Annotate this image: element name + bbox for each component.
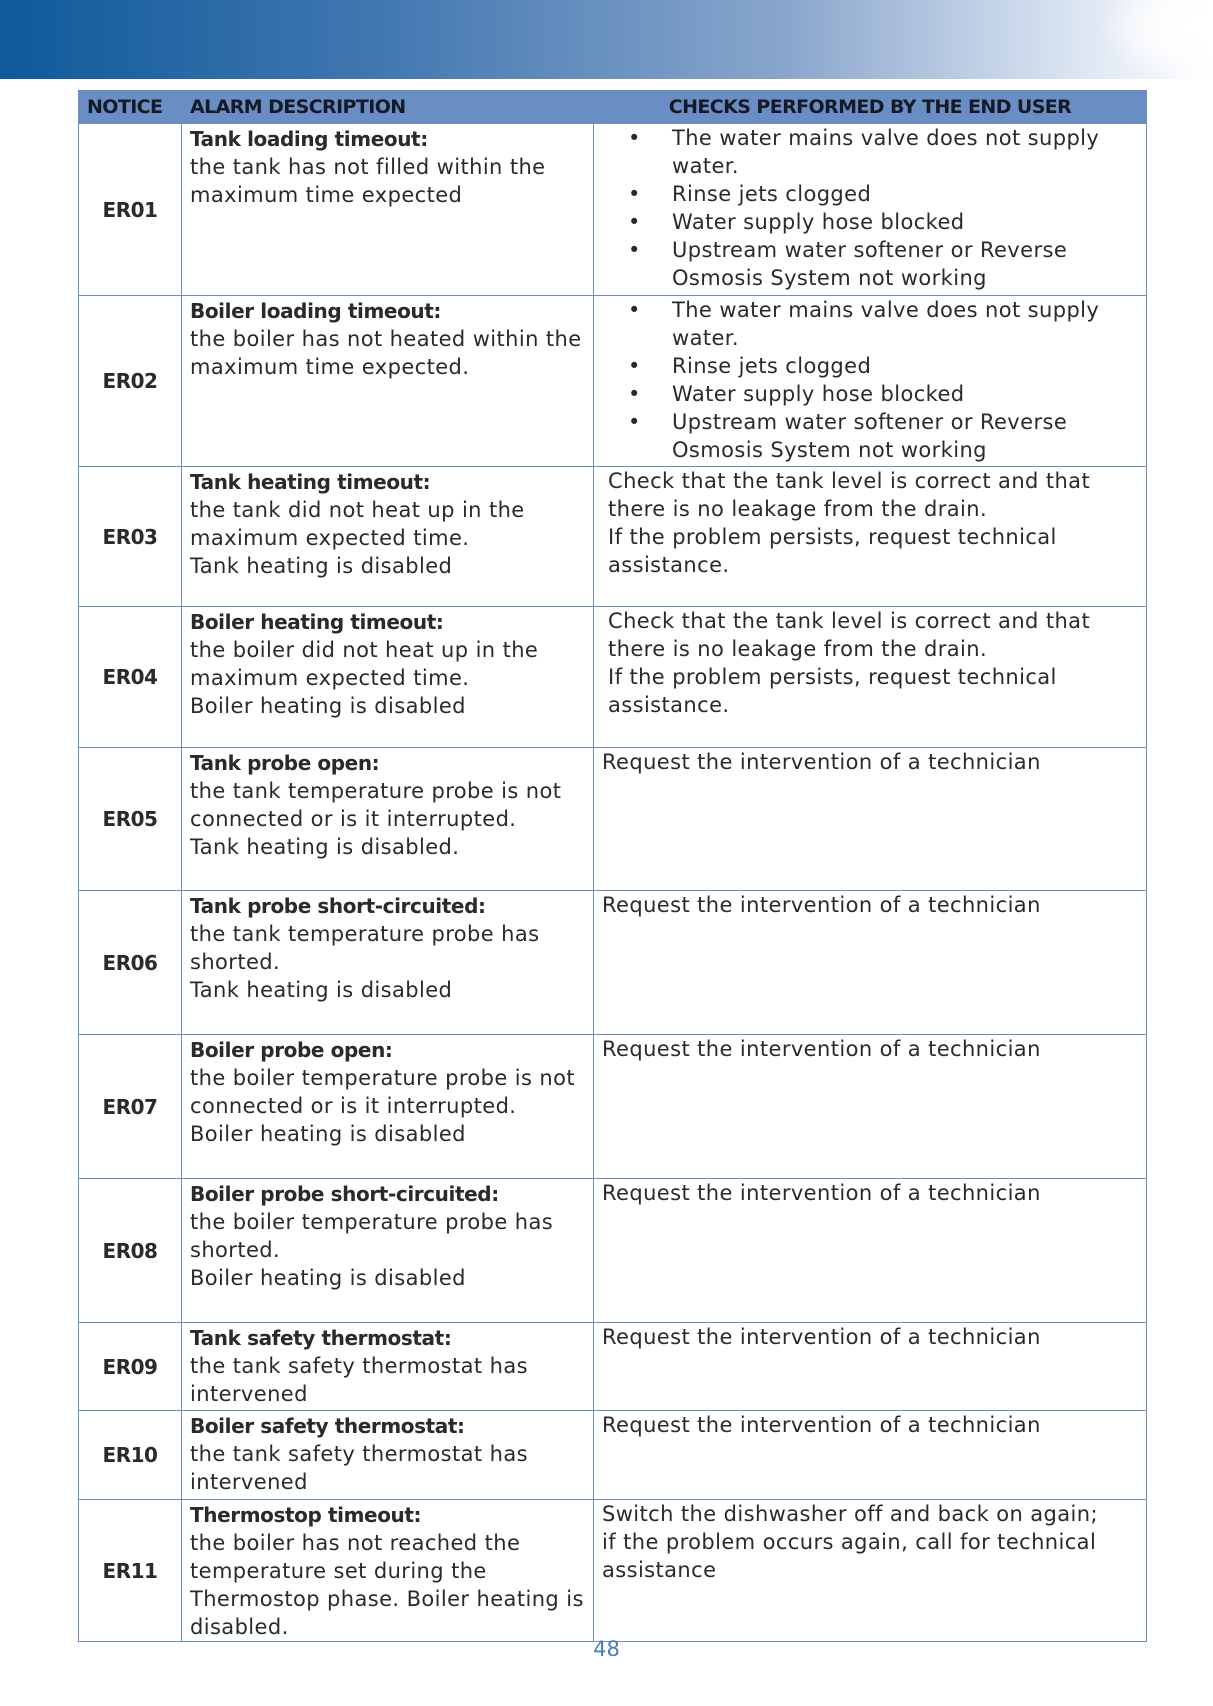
check-text: Water supply hose blocked <box>672 210 965 234</box>
alarm-title: Tank probe open: <box>190 751 380 775</box>
alarm-description-line: connected or is it interrupted. <box>190 807 517 831</box>
header-banner <box>0 0 1213 79</box>
table-row <box>79 1323 1147 1411</box>
list-item <box>594 180 1140 208</box>
checks-list <box>594 296 1140 464</box>
alarm-description-line: temperature set during the <box>190 1559 487 1583</box>
alarm-title: Tank probe short-circuited: <box>190 894 486 918</box>
check-line: Request the intervention of a technician <box>602 1037 1041 1061</box>
list-item <box>594 408 1140 464</box>
bullet-icon: • <box>628 382 641 406</box>
check-text: The water mains valve does not supply water. <box>672 298 1100 350</box>
alarm-description-line: the tank temperature probe has <box>190 922 540 946</box>
user-checks <box>594 1411 1147 1500</box>
alarm-description <box>182 124 594 296</box>
alarm-description <box>182 1179 594 1323</box>
table-row <box>79 748 1147 891</box>
alarm-description-line: shorted. <box>190 1238 281 1262</box>
check-text: Water supply hose blocked <box>672 382 965 406</box>
bullet-icon: • <box>628 298 641 322</box>
col-header-notice: NOTICE <box>79 91 182 124</box>
bullet-icon: • <box>628 238 641 262</box>
table-row <box>79 124 1147 296</box>
alarm-description <box>182 607 594 748</box>
alarm-description-line: Tank heating is disabled <box>190 554 453 578</box>
alarm-description-line: maximum expected time. <box>190 526 470 550</box>
col-header-description: ALARM DESCRIPTION <box>182 91 594 124</box>
alarm-code: ER03 <box>79 467 182 607</box>
list-item <box>594 296 1140 352</box>
check-text: Rinse jets clogged <box>672 182 872 206</box>
alarm-description-line: maximum time expected. <box>190 355 470 379</box>
alarm-code: ER02 <box>79 296 182 467</box>
check-line: Request the intervention of a technician <box>602 1181 1041 1205</box>
alarm-description <box>182 1500 594 1642</box>
alarm-description-line: Tank heating is disabled <box>190 978 453 1002</box>
alarm-description-line: the boiler has not heated within the <box>190 327 582 351</box>
alarm-description-line: connected or is it interrupted. <box>190 1094 517 1118</box>
alarm-title: Boiler probe short-circuited: <box>190 1182 499 1206</box>
alarm-description-line: disabled. <box>190 1615 289 1639</box>
alarm-description-line: Boiler heating is disabled <box>190 1122 466 1146</box>
alarm-description <box>182 891 594 1035</box>
check-line: Switch the dishwasher off and back on again; <box>602 1502 1098 1526</box>
alarm-code: ER06 <box>79 891 182 1035</box>
alarm-title: Thermostop timeout: <box>190 1503 422 1527</box>
user-checks <box>594 607 1147 748</box>
alarm-description-line: the tank safety thermostat has <box>190 1442 528 1466</box>
check-line: Request the intervention of a technician <box>602 1325 1041 1349</box>
alarm-description-line: the boiler did not heat up in the <box>190 638 539 662</box>
user-checks <box>594 296 1147 467</box>
list-item <box>594 380 1140 408</box>
alarm-code: ER01 <box>79 124 182 296</box>
alarm-description <box>182 467 594 607</box>
alarm-description-line: maximum time expected <box>190 183 463 207</box>
table-row <box>79 891 1147 1035</box>
checks-list <box>594 124 1140 292</box>
user-checks <box>594 124 1147 296</box>
alarm-title: Boiler safety thermostat: <box>190 1414 465 1438</box>
bullet-icon: • <box>628 182 641 206</box>
alarm-title: Boiler heating timeout: <box>190 610 444 634</box>
user-checks <box>594 891 1147 1035</box>
alarm-description-line: Thermostop phase. Boiler heating is <box>190 1587 584 1611</box>
table-row <box>79 607 1147 748</box>
user-checks <box>594 748 1147 891</box>
alarm-code: ER08 <box>79 1179 182 1323</box>
col-header-checks: CHECKS PERFORMED BY THE END USER <box>594 91 1147 124</box>
alarm-title: Boiler probe open: <box>190 1038 393 1062</box>
alarm-code: ER09 <box>79 1323 182 1411</box>
check-line: If the problem persists, request technical assistance. <box>608 665 1057 717</box>
check-text: The water mains valve does not supply water. <box>672 126 1100 178</box>
user-checks <box>594 467 1147 607</box>
alarm-description-line: the boiler temperature probe is not <box>190 1066 576 1090</box>
check-line: Request the intervention of a technician <box>602 1413 1041 1437</box>
check-line: Check that the tank level is correct and that there is no leakage from the drain. <box>608 469 1091 521</box>
check-line: If the problem persists, request technical assistance. <box>608 525 1057 577</box>
check-line: Request the intervention of a technician <box>602 750 1041 774</box>
alarm-description-line: the tank has not filled within the <box>190 155 546 179</box>
alarm-description-line: shorted. <box>190 950 281 974</box>
check-line: Request the intervention of a technician <box>602 893 1041 917</box>
bullet-icon: • <box>628 126 641 150</box>
alarm-title: Tank heating timeout: <box>190 470 431 494</box>
alarm-description-line: Boiler heating is disabled <box>190 694 466 718</box>
alarm-title: Tank safety thermostat: <box>190 1326 452 1350</box>
table-row <box>79 296 1147 467</box>
alarm-description-line: Boiler heating is disabled <box>190 1266 466 1290</box>
alarm-title: Tank loading timeout: <box>190 127 428 151</box>
check-line: Check that the tank level is correct and that there is no leakage from the drain. <box>608 609 1091 661</box>
alarm-title: Boiler loading timeout: <box>190 299 442 323</box>
list-item <box>594 124 1140 180</box>
alarm-code: ER11 <box>79 1500 182 1642</box>
alarm-description <box>182 1035 594 1179</box>
alarm-description-line: the boiler temperature probe has <box>190 1210 554 1234</box>
list-item <box>594 236 1140 292</box>
bullet-icon: • <box>628 354 641 378</box>
alarm-description-line: the boiler has not reached the <box>190 1531 521 1555</box>
alarm-description-line: intervened <box>190 1470 308 1494</box>
user-checks <box>594 1323 1147 1411</box>
table-row <box>79 1500 1147 1642</box>
check-text: Upstream water softener or Reverse Osmosis System not working <box>672 410 1068 462</box>
table-row <box>79 1411 1147 1500</box>
alarm-description-line: intervened <box>190 1382 308 1406</box>
alarm-description-line: Tank heating is disabled. <box>190 835 460 859</box>
list-item <box>594 208 1140 236</box>
check-text: Rinse jets clogged <box>672 354 872 378</box>
bullet-icon: • <box>628 410 641 434</box>
alarm-description-line: the tank temperature probe is not <box>190 779 562 803</box>
table-header-row <box>79 91 1147 124</box>
alarm-description <box>182 1323 594 1411</box>
user-checks <box>594 1035 1147 1179</box>
table-row <box>79 1035 1147 1179</box>
alarm-description-line: the tank safety thermostat has <box>190 1354 528 1378</box>
alarm-code: ER04 <box>79 607 182 748</box>
user-checks <box>594 1500 1147 1642</box>
check-text: Upstream water softener or Reverse Osmosis System not working <box>672 238 1068 290</box>
user-checks <box>594 1179 1147 1323</box>
alarm-description-line: the tank did not heat up in the <box>190 498 525 522</box>
page-number: 48 <box>593 1637 620 1661</box>
alarm-description-line: maximum expected time. <box>190 666 470 690</box>
list-item <box>594 352 1140 380</box>
table-row <box>79 467 1147 607</box>
alarm-code: ER10 <box>79 1411 182 1500</box>
check-line: if the problem occurs again, call for technical assistance <box>602 1530 1097 1582</box>
bullet-icon: • <box>628 210 641 234</box>
alarm-table <box>78 90 1147 1642</box>
alarm-description <box>182 1411 594 1500</box>
alarm-code: ER07 <box>79 1035 182 1179</box>
alarm-description <box>182 296 594 467</box>
alarm-code: ER05 <box>79 748 182 891</box>
alarm-description <box>182 748 594 891</box>
table-row <box>79 1179 1147 1323</box>
